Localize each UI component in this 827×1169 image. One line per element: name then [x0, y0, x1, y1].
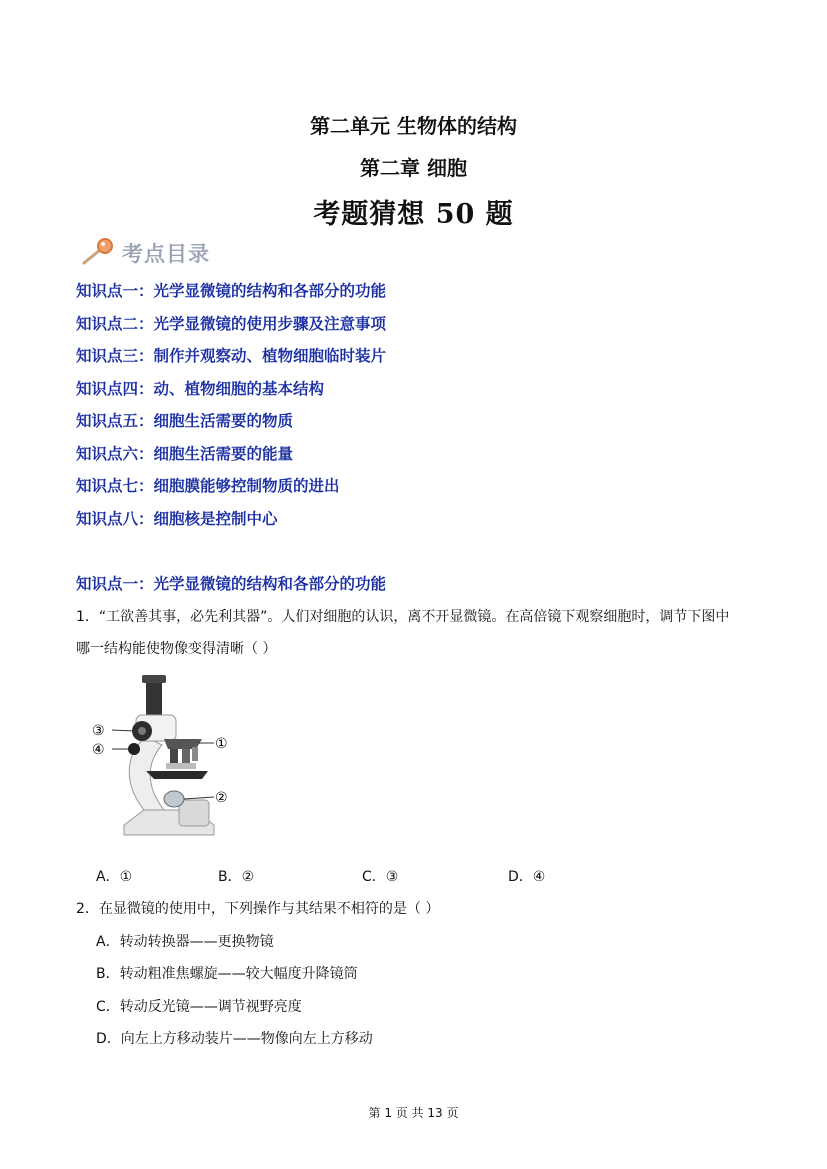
figure-label-3: ③: [92, 723, 105, 739]
magnifier-icon: [80, 236, 120, 266]
figure-label-2: ②: [215, 790, 228, 806]
toc-heading-label: 考点目录: [122, 242, 210, 266]
question-1-line-1: 1．“工欲善其事，必先利其器”。人们对细胞的认识，离不开显微镜。在高倍镜下观察细胞时，调节下图中: [76, 609, 730, 625]
unit-title: 第二单元 生物体的结构: [310, 114, 517, 138]
figure-label-4: ④: [92, 742, 105, 758]
microscope-illustration: [84, 675, 244, 840]
page-footer: 第 1 页 共 13 页: [368, 1106, 459, 1120]
toc-item[interactable]: 知识点七：细胞膜能够控制物质的进出: [76, 477, 340, 495]
q1-option-a[interactable]: A．①: [96, 869, 133, 885]
microscope-figure: [84, 675, 244, 844]
toc-item[interactable]: 知识点四：动、植物细胞的基本结构: [76, 380, 325, 398]
section-title: 知识点一：光学显微镜的结构和各部分的功能: [76, 575, 387, 593]
toc-item[interactable]: 知识点六：细胞生活需要的能量: [76, 445, 294, 463]
q2-option-a[interactable]: A．转动转换器——更换物镜: [96, 934, 274, 950]
q2-option-c[interactable]: C．转动反光镜——调节视野亮度: [96, 999, 302, 1015]
q2-option-b[interactable]: B．转动粗准焦螺旋——较大幅度升降镜筒: [96, 966, 358, 982]
chapter-title: 第二章 细胞: [360, 156, 467, 180]
question-1-line-2: 哪一结构能使物像变得清晰（ ）: [76, 641, 277, 657]
question-2-stem: 2．在显微镜的使用中，下列操作与其结果不相符的是（ ）: [76, 901, 440, 917]
toc-item[interactable]: 知识点一：光学显微镜的结构和各部分的功能: [76, 282, 387, 300]
main-title: 考题猜想 50 题: [313, 199, 514, 230]
toc-item[interactable]: 知识点三：制作并观察动、植物细胞临时装片: [76, 347, 387, 365]
q1-option-b[interactable]: B．②: [218, 869, 255, 885]
q2-option-d[interactable]: D．向左上方移动装片——物像向左上方移动: [96, 1031, 373, 1047]
toc-heading: [80, 236, 280, 266]
figure-label-1: ①: [215, 736, 228, 752]
q1-option-c[interactable]: C．③: [362, 869, 399, 885]
toc-item[interactable]: 知识点五：细胞生活需要的物质: [76, 412, 294, 430]
q1-option-d[interactable]: D．④: [508, 869, 546, 885]
toc-item[interactable]: 知识点八：细胞核是控制中心: [76, 510, 278, 528]
toc-item[interactable]: 知识点二：光学显微镜的使用步骤及注意事项: [76, 315, 387, 333]
